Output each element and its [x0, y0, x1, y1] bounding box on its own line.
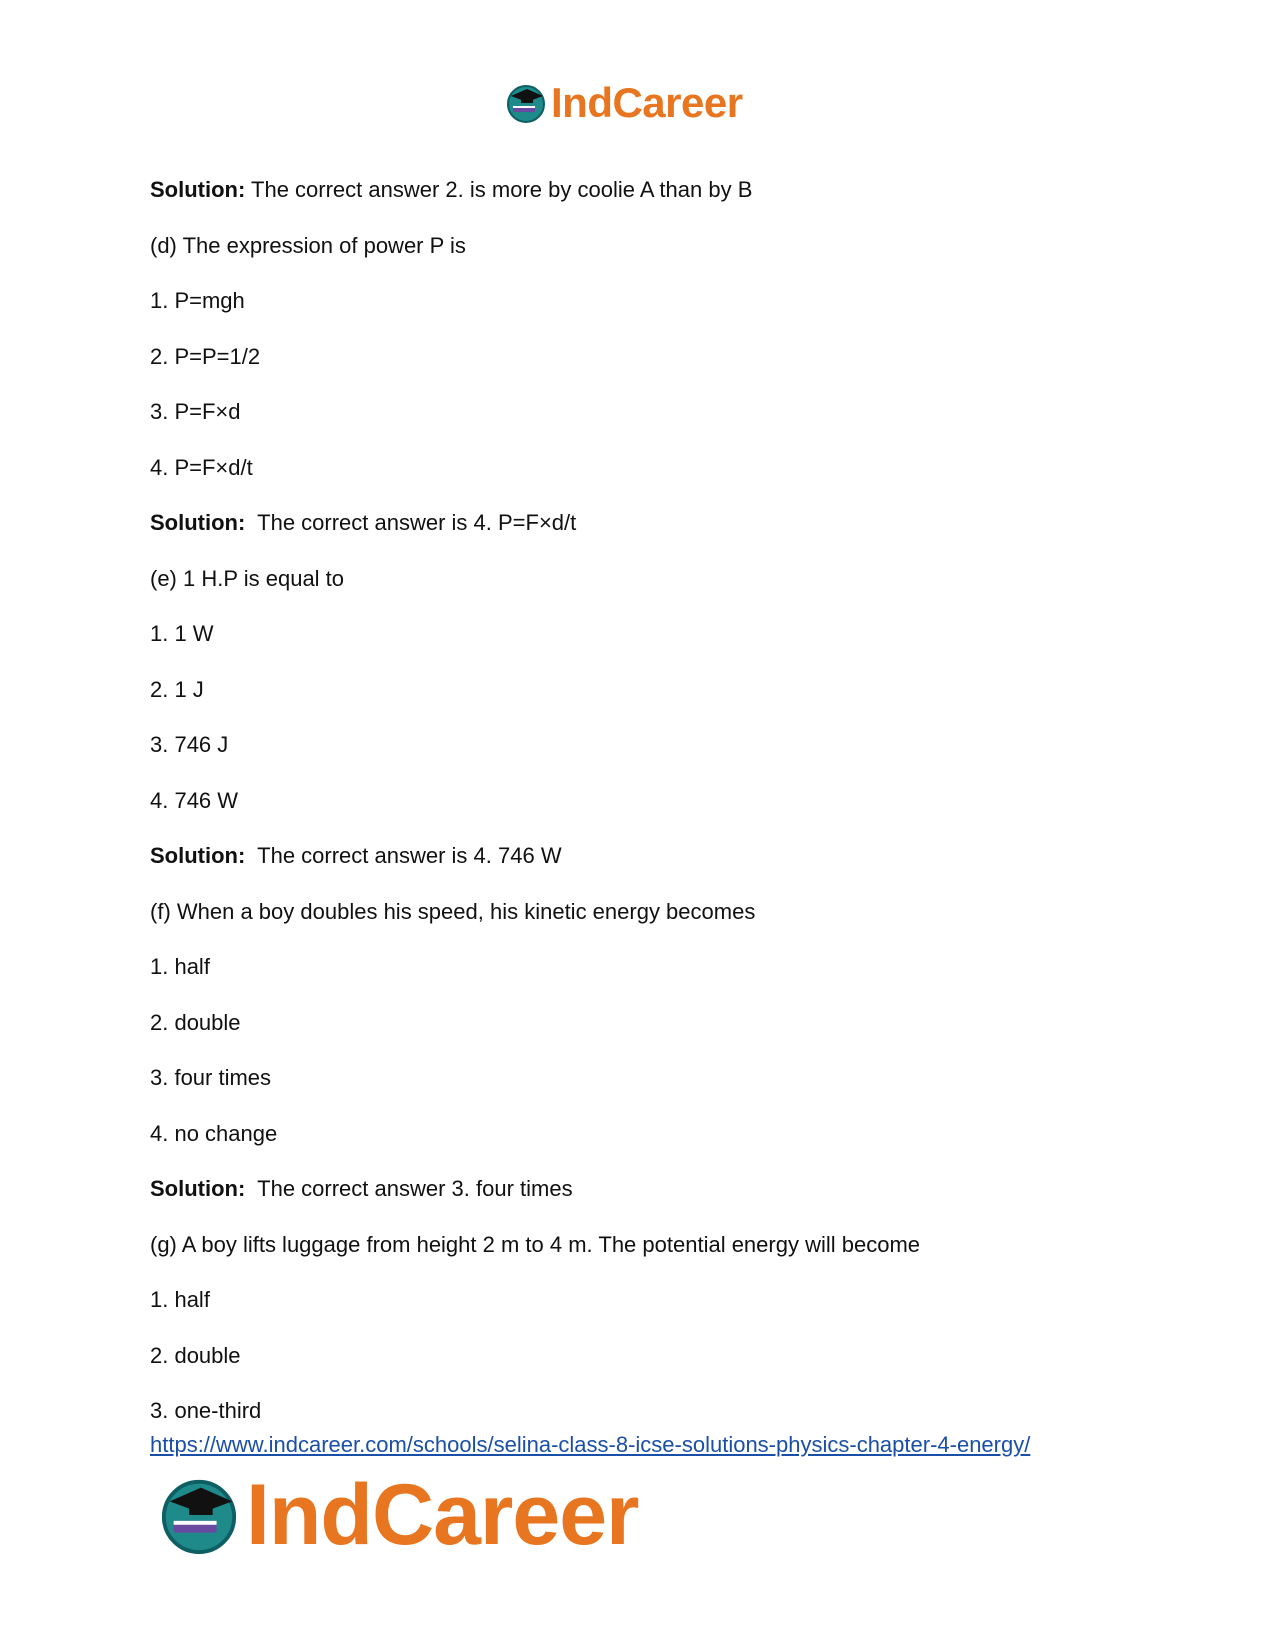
line-text: 2. 1 J — [150, 676, 204, 702]
text-line — [150, 1010, 1150, 1036]
line-text: 4. no change — [150, 1120, 278, 1146]
solution-label: Solution: — [150, 843, 246, 868]
solution-label: Solution: — [150, 1176, 246, 1201]
line-text: 1. P=mgh — [150, 288, 245, 313]
line-text: (d) The expression of power P is — [150, 232, 466, 258]
line-text: 3. four times — [150, 1065, 272, 1090]
solution-line — [150, 843, 1150, 869]
document-body — [150, 177, 1150, 1454]
source-link[interactable]: https://www.indcareer.com/schools/selina-class-8-icse-solutions-physics-chapter-4-energy/ — [150, 1432, 1031, 1457]
logo-text: IndCareer — [246, 1466, 639, 1563]
line-text: 1. 1 W — [150, 621, 214, 646]
line-text: The correct answer is 4. P=F×d/t — [245, 510, 577, 535]
line-text: 2. P=P=1/2 — [150, 343, 261, 369]
line-text: The correct answer 3. four times — [245, 1176, 573, 1201]
solution-line — [150, 510, 1150, 536]
line-text: 4. 746 W — [150, 787, 239, 813]
line-text: 3. P=F×d — [150, 399, 241, 424]
line-text: 1. half — [150, 1287, 210, 1312]
text-line — [150, 399, 1150, 425]
solution-line — [150, 177, 1150, 203]
text-line — [150, 677, 1150, 703]
line-text: 3. 746 J — [150, 732, 229, 757]
line-text: 3. one-third — [150, 1398, 262, 1423]
line-text: The correct answer 2. is more by coolie A than by B — [245, 177, 753, 202]
solution-label: Solution: — [150, 510, 246, 535]
text-line — [150, 732, 1150, 758]
text-line — [150, 1232, 1150, 1258]
footer-logo — [158, 1466, 639, 1563]
solution-line — [150, 1176, 1150, 1202]
text-line — [150, 954, 1150, 980]
line-text: The correct answer is 4. 746 W — [245, 843, 562, 868]
line-text: (f) When a boy doubles his speed, his kinetic energy becomes — [150, 898, 756, 924]
text-line — [150, 1121, 1150, 1147]
graduation-cap-globe-icon — [158, 1474, 240, 1556]
line-text: (g) A boy lifts luggage from height 2 m to 4 m. The potential energy will become — [150, 1231, 920, 1257]
logo-text: IndCareer — [551, 79, 743, 126]
text-line — [150, 621, 1150, 647]
text-line — [150, 1398, 1150, 1424]
text-line — [150, 1343, 1150, 1369]
line-text: 2. double — [150, 1342, 241, 1368]
line-text: 1. half — [150, 954, 210, 979]
text-line — [150, 455, 1150, 481]
text-line — [150, 1287, 1150, 1313]
line-text: (e) 1 H.P is equal to — [150, 565, 345, 591]
graduation-cap-globe-icon — [505, 82, 547, 124]
text-line — [150, 788, 1150, 814]
header-logo — [505, 78, 743, 128]
text-line — [150, 566, 1150, 592]
text-line — [150, 1065, 1150, 1091]
text-line — [150, 288, 1150, 314]
text-line — [150, 233, 1150, 259]
text-line — [150, 344, 1150, 370]
solution-label: Solution: — [150, 177, 246, 202]
text-line — [150, 899, 1150, 925]
line-text: 4. P=F×d/t — [150, 454, 253, 480]
line-text: 2. double — [150, 1009, 241, 1035]
